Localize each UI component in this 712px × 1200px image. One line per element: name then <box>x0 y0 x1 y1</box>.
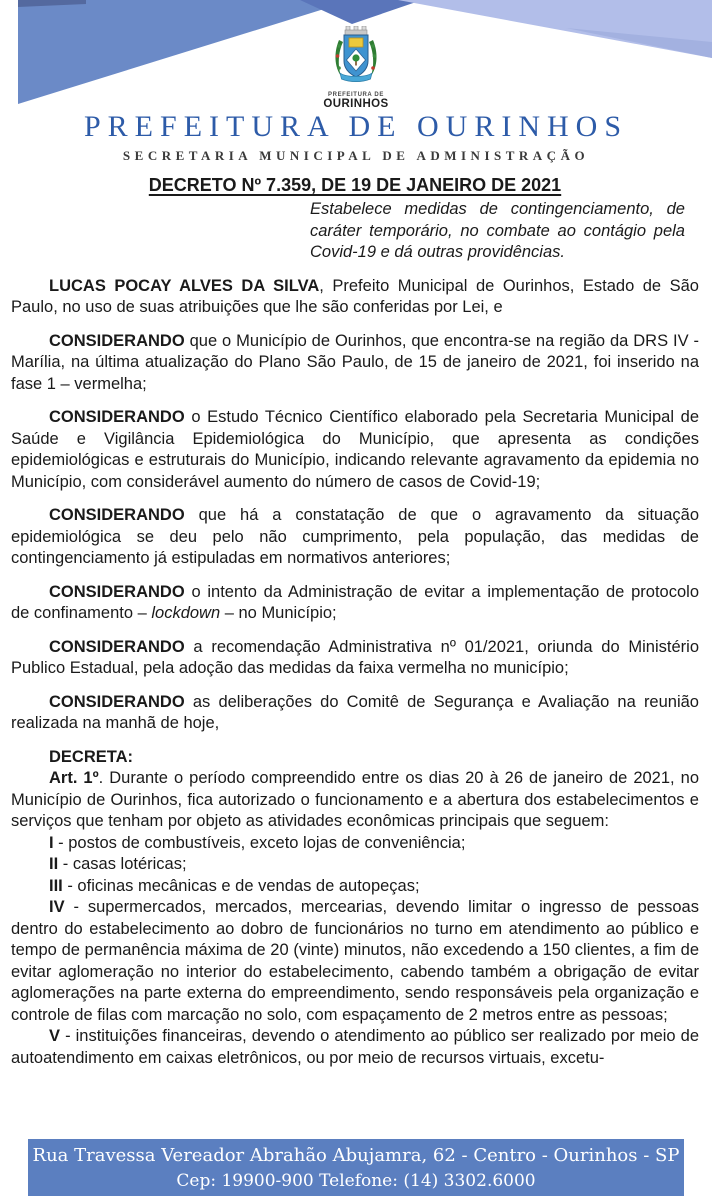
consideration-text: a recomendação Administrativa nº 01/2021, oriunda do Ministério Publico Estadual, pela adoção das medidas da faixa vermelha no município; <box>11 637 699 677</box>
item-4 <box>11 897 699 1026</box>
decree-body <box>11 174 699 1136</box>
consideration-3 <box>11 505 699 570</box>
logo-caption-bottom: OURINHOS <box>323 98 389 110</box>
article-1 <box>11 768 699 833</box>
decreta-label: DECRETA: <box>49 747 134 766</box>
consideration-text: que o Município de Ourinhos, que encontra-se na região da DRS IV - Marília, na última atualização do Plano São Paulo, de 15 de janeiro de 2021, foi inserido na fase 1 – vermelha; <box>11 331 699 393</box>
decree-title <box>11 174 699 196</box>
coat-of-arms-icon <box>332 26 380 86</box>
item-numeral: III <box>49 876 63 895</box>
consideration-1 <box>11 331 699 396</box>
item-text: - postos de combustíveis, exceto lojas de conveniência; <box>53 833 466 852</box>
item-text: - supermercados, mercados, mercearias, devendo limitar o ingresso de pessoas dentro do estabelecimento ao dobro de funcionários no turno em atendimento ao público e tempo de permanência máxima de 20 (vinte) minutos, não excedendo a 150 clientes, a fim de evitar aglomeração no interior do estabelecimento, cabendo também a obrigação de evitar aglomerações na parte externa do empreendimento, sendo responsáveis pela organização e controle de filas com marcação no solo, com espaçamento de 2 metros entre as pessoas; <box>11 898 699 1024</box>
decree-title-text: DECRETO Nº 7.359, DE 19 DE JANEIRO DE 2021 <box>148 175 562 195</box>
item-text: - casas lotéricas; <box>58 855 187 873</box>
item-2 <box>11 854 699 876</box>
logo-caption-top: PREFEITURA DE <box>328 92 384 98</box>
item-3 <box>11 876 699 898</box>
lockdown-term: lockdown <box>151 604 221 622</box>
article-number: Art. 1º <box>49 769 99 787</box>
consideration-text: o intento da Administração de evitar a implementação de protocolo de confinamento – <box>11 582 699 622</box>
consideration-text: as deliberações do Comitê de Segurança e Avaliação na reunião realizada na manhã de hoje, <box>11 692 699 732</box>
item-numeral: IV <box>49 898 65 916</box>
consideration-lead: CONSIDERANDO <box>49 692 185 711</box>
consideration-4 <box>11 582 699 625</box>
item-numeral: I <box>49 833 54 852</box>
item-1 <box>11 833 699 855</box>
consideration-lead: CONSIDERANDO <box>49 506 185 524</box>
item-numeral: V <box>49 1027 61 1045</box>
consideration-text: – no Município; <box>220 604 337 622</box>
item-numeral: II <box>49 855 59 873</box>
consideration-lead: CONSIDERANDO <box>49 408 185 426</box>
consideration-lead: CONSIDERANDO <box>49 582 185 601</box>
consideration-text: que há a constatação de que o agravamento da situação epidemiológica se deu pelo não cumprimento, pela população, das medidas de contingenciamento já estipuladas em normativos anteriores; <box>11 506 699 567</box>
org-name: PREFEITURA DE OURINHOS <box>83 110 629 143</box>
org-subtitle: SECRETARIA MUNICIPAL DE ADMINISTRAÇÃO <box>122 148 590 163</box>
preamble <box>11 276 699 319</box>
article-text: . Durante o período compreendido entre os dias 20 à 26 de janeiro de 2021, no Município de Ourinhos, fica autorizado o funcionamento e a abertura dos estabelecimentos e serviços que tenham por objeto as atividades econômicas principais que seguem: <box>11 769 699 830</box>
consideration-lead: CONSIDERANDO <box>49 637 185 656</box>
consideration-6 <box>11 692 699 735</box>
item-text: - instituições financeiras, devendo o atendimento ao público ser realizado por meio de autoatendimento em caixas eletrônicos, ou por meio de recursos virtuais, excetu- <box>11 1027 699 1067</box>
footer-address: Rua Travessa Vereador Abrahão Abujamra, 62 - Centro - Ourinhos - SP <box>32 1145 680 1166</box>
consideration-text: o Estudo Técnico Científico elaborado pela Secretaria Municipal de Saúde e Vigilância Epidemiológica do Município, que apresenta as condições epidemiológicas e estruturais do Município, indicando relevante agravamento da epidemia no Município, com considerável aumento do número de casos de Covid-19; <box>11 408 699 491</box>
consideration-2 <box>11 407 699 493</box>
consideration-lead: CONSIDERANDO <box>49 331 185 350</box>
footer-cep-phone: Cep: 19900-900 Telefone: (14) 3302.6000 <box>176 1171 536 1191</box>
footer-address-bar <box>28 1139 684 1196</box>
item-5 <box>11 1026 699 1069</box>
mayor-name: LUCAS POCAY ALVES DA SILVA <box>49 276 320 295</box>
preamble-text: , Prefeito Municipal de Ourinhos, Estado de São Paulo, no uso de suas atribuições que lhe são conferidas por Lei, e <box>11 276 699 316</box>
city-logo <box>0 26 712 111</box>
item-text: - oficinas mecânicas e de vendas de autopeças; <box>62 876 420 895</box>
decree-summary: Estabelece medidas de contingenciamento, de caráter temporário, no combate ao contágio pela Covid-19 e dá outras providências. <box>310 200 685 261</box>
consideration-5 <box>11 637 699 680</box>
